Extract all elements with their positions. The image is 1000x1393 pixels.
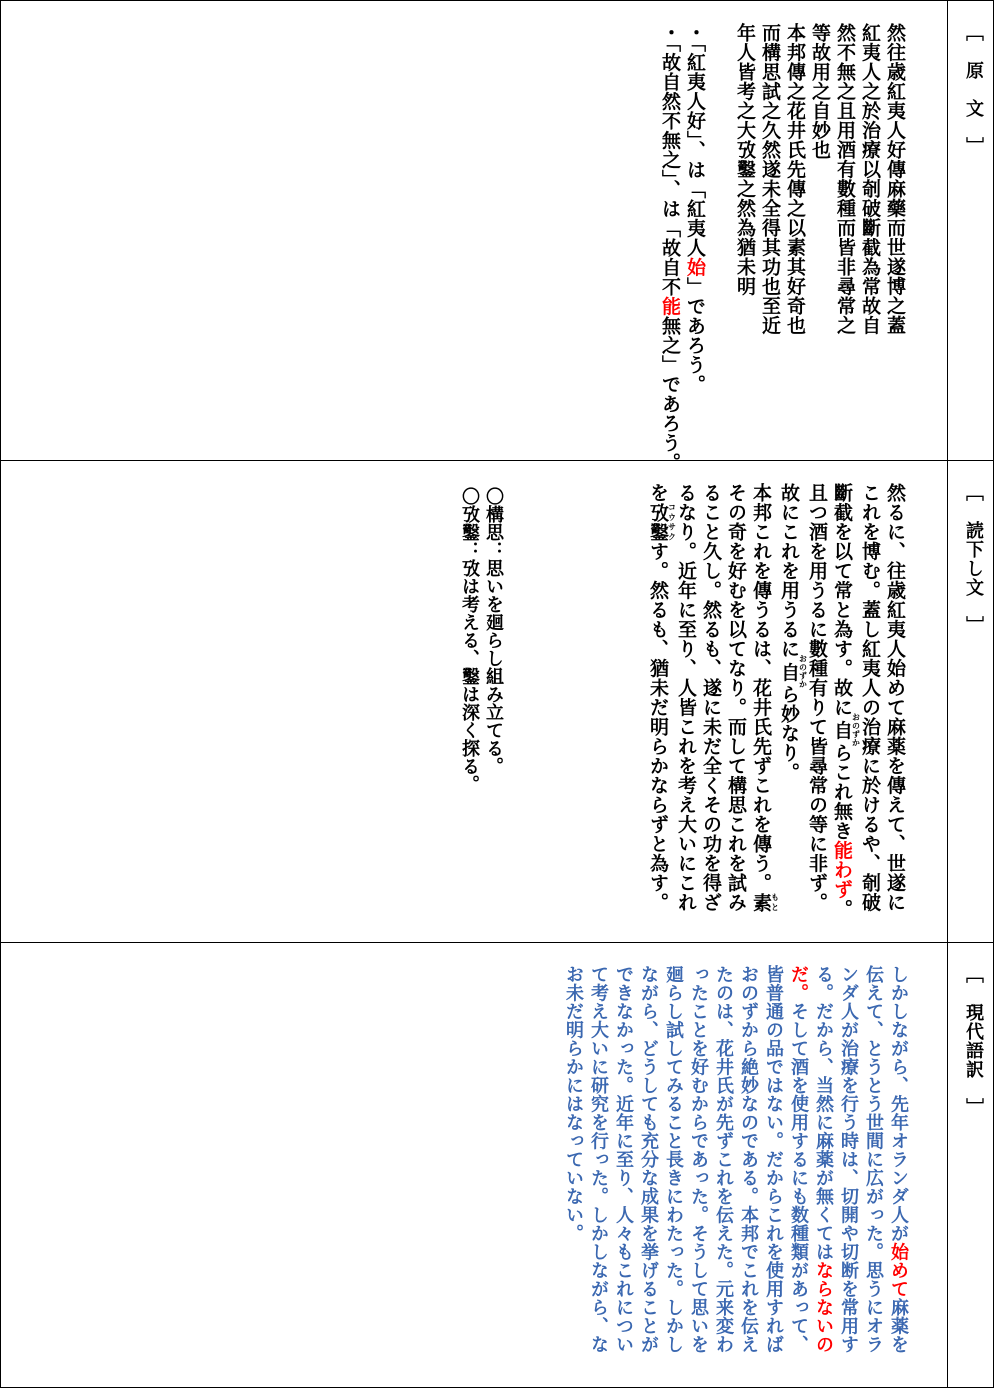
ruby-base: 素 [750,892,772,912]
original-line-text: 本邦傳之花井氏先傳之以素其好奇也 [784,23,806,335]
reading-text-part: 然るに、往歳紅夷人始めて麻薬を傳え [884,483,906,815]
original-notes [657,23,707,472]
reading-text [507,483,907,923]
reading-text-part: の等に非ず。故にこれを用うるに [778,483,828,912]
original-line [782,23,807,335]
translation-text: しかしながら、先年オランダ人が [888,965,909,1243]
section-title-modern: ［ 現代語訳 ］ [963,965,984,1117]
original-line [807,23,832,335]
reading-highlight: わず [831,860,853,899]
original-line-text: 等故用之自妙也 [809,23,831,160]
reading-text-part: を傳う。 [750,814,772,893]
ruby-text: おのずか [851,713,861,747]
original-line [732,23,757,335]
reading-text-part: その奇を好むを以てなり。而して [725,483,747,776]
modern-translation [491,965,911,1365]
section-title-original: ［ 原 文 ］ [963,23,984,156]
section-header [947,461,993,942]
section-original [1,1,993,472]
note-text: 「故自然不無之」、は「故自不 [659,42,681,297]
note-text: 」であろう。 [684,277,706,394]
glossary-item: 〇攷鑿：攷は考える、鑿は深く探る。 [459,487,480,793]
note-text: 「紅夷人好」、は「紅夷人 [684,42,706,258]
reading-text-part: 為す。故に [831,619,853,717]
ruby-moto [750,892,780,913]
ruby-base: 自 [778,654,800,689]
reading-text-part: 本邦これを傳うるは、花井氏先ずこれ [750,483,772,815]
note-highlight: 能 [659,296,681,316]
note-bullet: ・ [659,23,681,43]
reading-text-part: 治療に於けるや、剞破斷截を以て常と [831,483,881,912]
reading-highlight: 能 [831,840,853,860]
reading-text-part: らこれ無き [831,743,853,841]
section-title-reading: ［ 読下し文 ］ [963,483,984,635]
glossary [457,487,505,793]
section-header [947,943,993,1387]
ruby-text: コウサク [667,502,677,542]
reading-text-part: 遂に未だ全くその功を得ざるなり。近 [675,483,722,912]
glossary-item: 〇構思：思いを廻らし組み立てる。 [483,487,504,775]
original-line [757,23,782,335]
reading-text-part: 年に至り、人皆これを考え大いにこれ [675,580,697,912]
translation-text: そして酒を使用するにも数種類があって、皆普通の品ではない。だからこれを使用すればおのずから絶妙なのである。本邦でこれを伝えたのは、花井氏が先ずこれを伝えた。元来変わったことを好むからであった。そうして思いを廻らし試してみること長きにわたった。しかしながら、どうしても充分な成果を挙げることができなかった。近年に至り、人々もこれについて考え大いに研究を行った。しかしながら、なお未だ明らかにはなっていない。 [563,965,809,1354]
original-line [857,23,882,335]
reading-text-part: 。且つ酒を用うるに數種有りて皆尋常 [806,483,853,919]
ruby-onozukara [778,654,808,689]
note-highlight: 始 [684,257,706,277]
original-line-text: 紅夷人之於治療以剞破斷截為常故自 [859,23,881,335]
note-text: 無之」であろう。 [659,316,681,472]
ruby-onozukara [831,713,861,747]
original-line [882,23,907,335]
original-line-text: 年人皆考之大攷鑿之然為猶未明 [734,23,756,296]
ruby-text: もと [770,892,780,912]
original-line [832,23,857,335]
original-line-text: 然不無之且用酒有數種而皆非尋常之 [834,23,856,335]
reading-text-part: 構思これを試みること久し。然るも、 [700,483,747,912]
ruby-kousaku [647,502,677,542]
note-bullet: ・ [684,23,706,43]
translation-highlight: ならないのだ。 [788,965,834,1354]
note-item [682,23,707,472]
ruby-base: 自 [831,713,853,747]
reading-text-part: す。然るも、猶未だ明らかならずと為す。 [647,541,669,912]
section-header [947,1,993,460]
reading-text-part: ら妙なり。 [778,684,800,782]
original-text [732,23,907,335]
section-reading [1,461,993,943]
section-modern [1,943,993,1387]
original-line-text: 而構思試之久然遂未全得其功也至近 [759,23,781,335]
original-line-text: 然往歳紅夷人好傳麻藥而世遂博之蓋 [884,23,906,335]
ruby-text: おのずか [798,654,808,689]
note-item [657,23,682,472]
reading-text-part: を [647,483,669,503]
translation-text: 麻薬を伝えて、とうとう世間に広がった。思うにオランダ人が治療を行う時は、切開や切断を常用する。だから、当然に麻薬が無くては [813,965,909,1354]
reading-text-part: て、世遂にこれを博む。蓋し紅夷人の [859,483,906,912]
ruby-base: 攷鑿 [647,502,669,542]
translation-highlight: 始めて [888,1242,909,1298]
